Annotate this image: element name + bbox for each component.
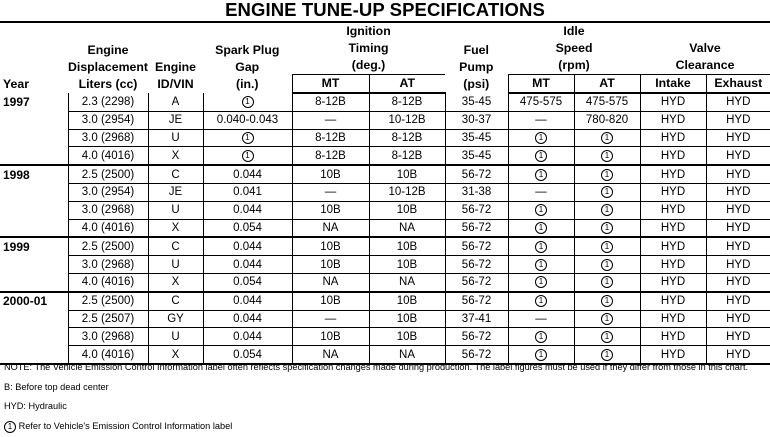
fuel-pump-cell: 56-72 [445,292,508,310]
year-cell [0,129,68,147]
table-row [0,273,770,291]
circled-one-icon: 1 [601,313,613,325]
year-cell: 1999 [3,240,30,255]
year-cell [0,310,68,328]
exhaust-cell: HYD [706,201,770,219]
exhaust-cell: HYD [706,273,770,291]
displacement-cell: 2.5 (2500) [68,165,148,183]
note-refer-text: Refer to Vehicle's Emission Control Information label [18,421,233,432]
spark-gap-cell: 0.044 [203,165,292,183]
year-cell: 1997 [3,95,30,110]
year-cell: 2000-01 [3,294,48,309]
year-cell [0,111,68,129]
table-row [0,147,770,165]
ignition-at-cell: 10-12B [369,111,445,129]
circled-one-icon: 1 [535,132,547,144]
intake-cell: HYD [640,237,706,255]
intake-cell: HYD [640,165,706,183]
intake-cell: HYD [640,328,706,346]
table-row [0,328,770,346]
ignition-mt-cell: NA [292,346,369,364]
displacement-cell: 4.0 (4016) [68,273,148,291]
note-refer [4,417,770,437]
idle-mt-cell [508,201,574,219]
ignition-mt-cell: — [292,183,369,201]
table-row [0,292,770,310]
year-cell [0,147,68,165]
idle-at-cell [574,328,640,346]
intake-cell: HYD [640,273,706,291]
idle-mt-cell: — [508,111,574,129]
fuel-pump-cell: 35-45 [445,129,508,147]
engine-id-cell: C [148,165,203,183]
header-idle-speed: Idle Speed (rpm) [508,22,640,75]
spark-gap-cell: 0.044 [203,201,292,219]
ignition-mt-cell: NA [292,273,369,291]
displacement-cell: 3.0 (2968) [68,201,148,219]
idle-at-cell [574,147,640,165]
circled-one-icon: 1 [535,295,547,307]
ignition-at-cell: 10B [369,165,445,183]
ignition-at-cell: 10B [369,237,445,255]
exhaust-cell: HYD [706,292,770,310]
displacement-cell: 4.0 (4016) [68,147,148,165]
fuel-pump-cell: 56-72 [445,201,508,219]
engine-id-cell: JE [148,183,203,201]
exhaust-cell: HYD [706,237,770,255]
intake-cell: HYD [640,129,706,147]
notes-section [4,358,770,437]
ignition-at-cell: 10B [369,201,445,219]
header-exhaust: Exhaust [706,75,770,94]
ignition-at-cell: 10B [369,292,445,310]
spark-gap-cell [203,93,292,111]
displacement-cell: 2.5 (2500) [68,292,148,310]
spark-gap-cell: 0.044 [203,256,292,274]
spark-gap-cell: 0.054 [203,346,292,364]
engine-id-cell: X [148,147,203,165]
table-row [0,129,770,147]
table-row [0,165,770,183]
table-row [0,219,770,237]
spark-gap-cell: 0.041 [203,183,292,201]
intake-cell: HYD [640,310,706,328]
idle-at-cell [574,273,640,291]
intake-cell: HYD [640,147,706,165]
intake-cell: HYD [640,201,706,219]
table-row [0,111,770,129]
year-cell [0,201,68,219]
circled-one-icon: 1 [535,276,547,288]
idle-at-cell: 780-820 [574,111,640,129]
year-cell: 1998 [3,167,30,182]
engine-id-cell: C [148,237,203,255]
circled-one-icon: 1 [601,132,613,144]
idle-mt-cell: — [508,183,574,201]
engine-id-cell: X [148,346,203,364]
spark-gap-cell [203,147,292,165]
idle-mt-cell [508,147,574,165]
note-hydraulic: HYD: Hydraulic [4,401,67,412]
exhaust-cell: HYD [706,256,770,274]
circled-one-icon: 1 [4,421,16,433]
note-production: NOTE: The Vehicle Emission Control Information label often reflects specification changes made during production. The label figures must be used if they differ from those in this chart. [4,362,749,372]
circled-one-icon: 1 [601,295,613,307]
fuel-pump-cell: 31-38 [445,183,508,201]
circled-one-icon: 1 [535,331,547,343]
circled-one-icon: 1 [242,96,254,108]
spark-gap-cell: 0.054 [203,219,292,237]
table-row [0,237,770,255]
exhaust-cell: HYD [706,93,770,111]
year-cell [0,256,68,274]
intake-cell: HYD [640,256,706,274]
circled-one-icon: 1 [242,150,254,162]
ignition-mt-cell: 10B [292,165,369,183]
engine-id-cell: X [148,219,203,237]
ignition-at-cell: NA [369,219,445,237]
idle-at-cell [574,165,640,183]
engine-id-cell: U [148,328,203,346]
spark-gap-cell: 0.044 [203,310,292,328]
displacement-cell: 2.5 (2507) [68,310,148,328]
engine-id-cell: GY [148,310,203,328]
exhaust-cell: HYD [706,219,770,237]
table-row [0,93,770,111]
ignition-mt-cell: — [292,111,369,129]
idle-at-cell [574,237,640,255]
exhaust-cell: HYD [706,310,770,328]
fuel-pump-cell: 56-72 [445,256,508,274]
ignition-mt-cell: 10B [292,237,369,255]
circled-one-icon: 1 [601,150,613,162]
fuel-pump-cell: 56-72 [445,346,508,364]
header-year: Year [0,22,68,93]
fuel-pump-cell: 56-72 [445,165,508,183]
spark-gap-cell: 0.044 [203,237,292,255]
table-row [0,310,770,328]
engine-id-cell: JE [148,111,203,129]
displacement-cell: 3.0 (2968) [68,256,148,274]
ignition-at-cell: 8-12B [369,93,445,111]
fuel-pump-cell: 56-72 [445,273,508,291]
exhaust-cell: HYD [706,111,770,129]
fuel-pump-cell: 35-45 [445,93,508,111]
circled-one-icon: 1 [535,222,547,234]
idle-mt-cell [508,273,574,291]
idle-at-cell [574,292,640,310]
exhaust-cell: HYD [706,183,770,201]
idle-mt-cell [508,219,574,237]
circled-one-icon: 1 [535,241,547,253]
header-engine-id: Engine ID/VIN [148,22,203,93]
idle-at-cell [574,310,640,328]
header-valve-clearance: Valve Clearance [640,22,770,75]
idle-mt-cell [508,292,574,310]
spark-gap-cell: 0.044 [203,292,292,310]
intake-cell: HYD [640,111,706,129]
idle-at-cell [574,129,640,147]
idle-at-cell [574,256,640,274]
circled-one-icon: 1 [601,204,613,216]
ignition-at-cell: 10B [369,328,445,346]
exhaust-cell: HYD [706,129,770,147]
idle-at-cell [574,219,640,237]
idle-mt-cell [508,237,574,255]
circled-one-icon: 1 [535,169,547,181]
table-row [0,256,770,274]
circled-one-icon: 1 [601,349,613,361]
ignition-at-cell: 10B [369,310,445,328]
page-title: ENGINE TUNE-UP SPECIFICATIONS [225,0,545,20]
spark-gap-cell [203,129,292,147]
exhaust-cell: HYD [706,165,770,183]
displacement-cell: 4.0 (4016) [68,346,148,364]
circled-one-icon: 1 [601,222,613,234]
circled-one-icon: 1 [601,331,613,343]
intake-cell: HYD [640,292,706,310]
intake-cell: HYD [640,219,706,237]
displacement-cell: 3.0 (2968) [68,129,148,147]
idle-mt-cell [508,129,574,147]
table-row [0,201,770,219]
circled-one-icon: 1 [601,259,613,271]
spark-gap-cell: 0.054 [203,273,292,291]
fuel-pump-cell: 37-41 [445,310,508,328]
engine-id-cell: U [148,256,203,274]
header-ignition-at: AT [369,75,445,94]
ignition-mt-cell: 8-12B [292,129,369,147]
circled-one-icon: 1 [601,169,613,181]
table-row [0,183,770,201]
idle-mt-cell: — [508,310,574,328]
spec-table [0,21,770,365]
displacement-cell: 3.0 (2968) [68,328,148,346]
year-cell [0,273,68,291]
fuel-pump-cell: 30-37 [445,111,508,129]
fuel-pump-cell: 56-72 [445,219,508,237]
year-cell [0,183,68,201]
ignition-mt-cell: 10B [292,292,369,310]
ignition-at-cell: NA [369,273,445,291]
engine-id-cell: U [148,201,203,219]
year-cell [0,219,68,237]
idle-mt-cell [508,256,574,274]
ignition-at-cell: 10B [369,256,445,274]
displacement-cell: 3.0 (2954) [68,111,148,129]
ignition-at-cell: 10-12B [369,183,445,201]
circled-one-icon: 1 [535,259,547,271]
ignition-at-cell: 8-12B [369,129,445,147]
ignition-mt-cell: 8-12B [292,93,369,111]
fuel-pump-cell: 56-72 [445,328,508,346]
intake-cell: HYD [640,93,706,111]
idle-mt-cell: 475-575 [508,93,574,111]
circled-one-icon: 1 [535,150,547,162]
ignition-mt-cell: 8-12B [292,147,369,165]
ignition-mt-cell: 10B [292,256,369,274]
idle-at-cell [574,183,640,201]
ignition-mt-cell: 10B [292,328,369,346]
ignition-mt-cell: NA [292,219,369,237]
header-idle-at: AT [574,75,640,94]
engine-id-cell: A [148,93,203,111]
spec-table-body [0,93,770,364]
circled-one-icon: 1 [242,132,254,144]
header-ignition-timing: Ignition Timing (deg.) [292,22,445,75]
circled-one-icon: 1 [535,204,547,216]
intake-cell: HYD [640,346,706,364]
circled-one-icon: 1 [601,186,613,198]
header-intake: Intake [640,75,706,94]
displacement-cell: 2.5 (2500) [68,237,148,255]
displacement-cell: 2.3 (2298) [68,93,148,111]
idle-at-cell [574,201,640,219]
ignition-mt-cell: 10B [292,201,369,219]
circled-one-icon: 1 [601,276,613,288]
ignition-at-cell: NA [369,346,445,364]
exhaust-cell: HYD [706,328,770,346]
exhaust-cell: HYD [706,346,770,364]
header-idle-mt: MT [508,75,574,94]
displacement-cell: 4.0 (4016) [68,219,148,237]
displacement-cell: 3.0 (2954) [68,183,148,201]
idle-mt-cell [508,328,574,346]
spark-gap-cell: 0.040-0.043 [203,111,292,129]
exhaust-cell: HYD [706,147,770,165]
engine-id-cell: U [148,129,203,147]
circled-one-icon: 1 [535,349,547,361]
header-ignition-mt: MT [292,75,369,94]
header-fuel-pump: Fuel Pump (psi) [445,22,508,93]
idle-at-cell: 475-575 [574,93,640,111]
circled-one-icon: 1 [601,241,613,253]
fuel-pump-cell: 56-72 [445,237,508,255]
ignition-mt-cell: — [292,310,369,328]
note-btdc: B: Before top dead center [4,381,109,392]
header-spark-plug-gap: Spark Plug Gap (in.) [203,22,292,93]
header-engine-displacement: Engine Displacement Liters (cc) [68,22,148,93]
engine-id-cell: C [148,292,203,310]
spark-gap-cell: 0.044 [203,328,292,346]
engine-id-cell: X [148,273,203,291]
year-cell [0,328,68,346]
fuel-pump-cell: 35-45 [445,147,508,165]
intake-cell: HYD [640,183,706,201]
idle-mt-cell [508,165,574,183]
ignition-at-cell: 8-12B [369,147,445,165]
